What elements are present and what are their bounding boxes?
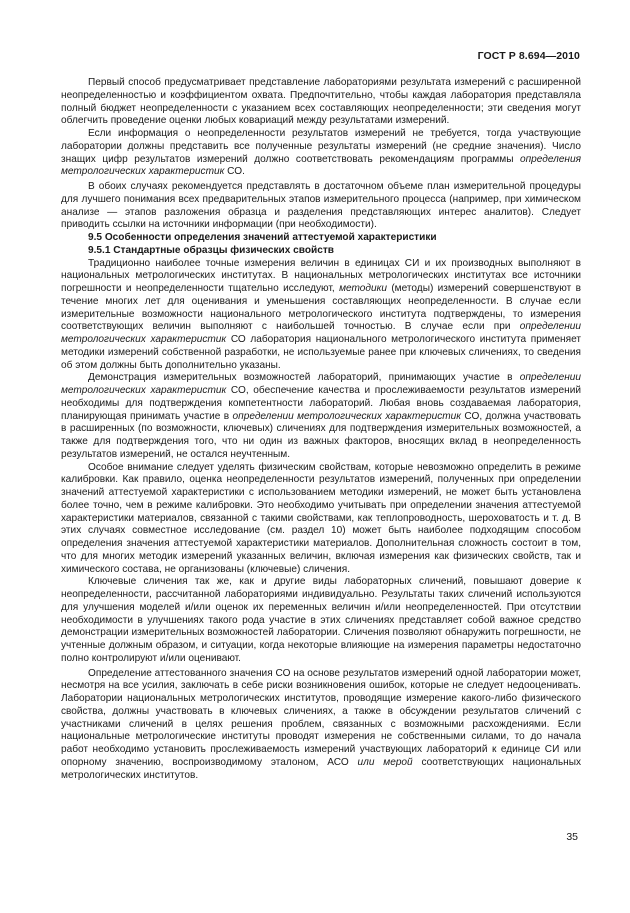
page-number: 35 xyxy=(566,831,578,843)
text-run: соответствующих национальных метрологических институтов. xyxy=(61,756,581,781)
italic-term: определения метрологических характеристик xyxy=(61,153,581,178)
text-run: В обоих случаях рекомендуется представлять в достаточном объеме план измерительной процедуры для лучшего понимания всех предварительных этапов измерительного процесса (например, при химическом анализе — этапов разложения образца и разделения представляющих интерес аналитов). Следует приводить ссылки на источники информации (при необходимости). xyxy=(61,181,581,231)
italic-term: определении метрологических характеристик xyxy=(232,410,462,422)
italic-term: методики xyxy=(339,283,387,294)
text-run: Демонстрация измерительных возможностей лабораторий, принимающих участие в xyxy=(88,372,520,384)
paragraph xyxy=(61,668,581,783)
paragraph xyxy=(61,258,581,373)
italic-term: или мерой xyxy=(357,756,413,768)
text-run: Если информация о неопределенности результатов измерений не требуется, тогда участвующие лаборатории должны представить все полученные результаты измерений (не средние значения). Число знащих цифр результатов измерений должно соответствовать рекомендациям программы xyxy=(61,128,581,165)
text-run: Традиционно наиболее точные измерения величин в единицах СИ и их производных выполняют в национальных метрологических институтах. В национальных метрологических институтах все источники погрешности и неопределенности тщательно исследуют, xyxy=(61,257,581,294)
text-run: СО, должна участвовать в расширенных (по возможности, ключевых) сличениях для подтверждения измерительных возможностей, а также для подтверждения того, что ни один из важных факторов, вносящих вклад в неопределенность результатов измерений, не остался неучтенным. xyxy=(61,410,581,460)
text-run: Особое внимание следует уделять физическим свойствам, которые невозможно определить в режиме калибровки. Как правило, оценка неопределенности результатов измерений, полученных при определении значений аттестуемой характеристики с использованием методики измерений, не может быть установлена более точно, чем в режиме калибровки. Это необходимо учитывать при определении значения аттестуемой характеристики материалов, связанной с такими свойствами, как теплопроводность, шероховатость и т. д. В этих случаях совместное исследование (см. раздел 10) может быть наиболее подходящим способом определения значения аттестуемой характеристики материалов. Дополнительная сложность состоит в том, что для многих методик измерений указанных величин, включая измерения как физических свойств, так и химического состава, не организованы (ключевые) сличения. xyxy=(61,461,581,575)
standard-header: ГОСТ Р 8.694—2010 xyxy=(477,50,580,62)
italic-term: определении метрологических характеристик xyxy=(61,321,581,345)
section-heading: 9.5.1 Стандартные образцы физических свойств xyxy=(88,244,334,256)
text-run: Ключевые сличения так же, как и другие виды лабораторных сличений, повышают доверие к неопределенности, рассчитанной лабораториями индивидуально. Результаты таких сличений используются для улучшения моделей и/или оценок их переменных величин и/или неопределенностей. При отсутствии необходимости в улучшениях такого рода участие в этих сличениях представляет собой важное средство демонстрации измерительных возможностей лаборатории. Сличения позволяют обнаружить погрешности, не учтенные должным образом, и ситуации, когда некоторые влияющие на измерения параметры недостаточно полно контролируют и/или оценивают. xyxy=(61,576,581,664)
text-run: СО, обеспечение качества и прослеживаемости результатов измерений необходимы для подтверждения компетентности лабораторий. Любая вновь создаваемая лаборатория, планирующая принимать участие в xyxy=(61,385,581,422)
text-run: Определение аттестованного значения СО на основе результатов измерений одной лаборатории может, несмотря на все усилия, заключать в себе риски возникновения ошибок, которые не следует недооценивать. Лаборатории национальных метрологических институтов, проводящие измерение какого-либо физического свойства, должны участвовать в ключевых сличениях, а также в обсуждении результатов сличений с участниками сличений в целях решения проблем, связанных с возможными расхождениями. Если национальные метрологические институты проводят измерения не собственными силами, то до начала работ необходимо установить прослеживаемость измерений участвующих лабораторий к единице СИ или опорному значению, воспроизводимому эталоном, АСО xyxy=(61,667,581,768)
section-heading: 9.5 Особенности определения значений аттестуемой характеристики xyxy=(88,232,437,243)
document-body xyxy=(61,77,581,782)
italic-term: определении метрологических характеристик xyxy=(61,372,581,396)
text-run: СО лаборатория национального метрологического института применяет методики измерений собственной разработки, не используемые ранее при ключевых сличениях, то сведения об этом должны быть дополнительно указаны. xyxy=(61,334,581,371)
paragraph xyxy=(61,576,581,665)
paragraph xyxy=(61,372,581,461)
paragraph xyxy=(61,462,581,577)
text-run: СО. xyxy=(224,166,245,178)
text-run: (методы) измерений совершенствуют в течение многих лет для оценивания и уменьшения составляющих неопределенности. В случае если измерительные возможности национального метрологического института подтверждены, то измерения соответствующих величин выполняют с наибольшей точностью. В случае если при xyxy=(61,283,581,333)
paragraph xyxy=(61,181,581,232)
paragraph xyxy=(61,128,581,179)
text-run: Первый способ предусматривает представление лабораториями результата измерений с расширенной неопределенностью и коэффициентом охвата. Предпочтительно, чтобы каждая лаборатория представляла полный бюджет неопределенности с указанием всех составляющих неопределенности; эти сведения могут облегчить проведение оценки любых ковариаций между результатами измерений. xyxy=(61,77,581,127)
paragraph xyxy=(61,77,581,128)
